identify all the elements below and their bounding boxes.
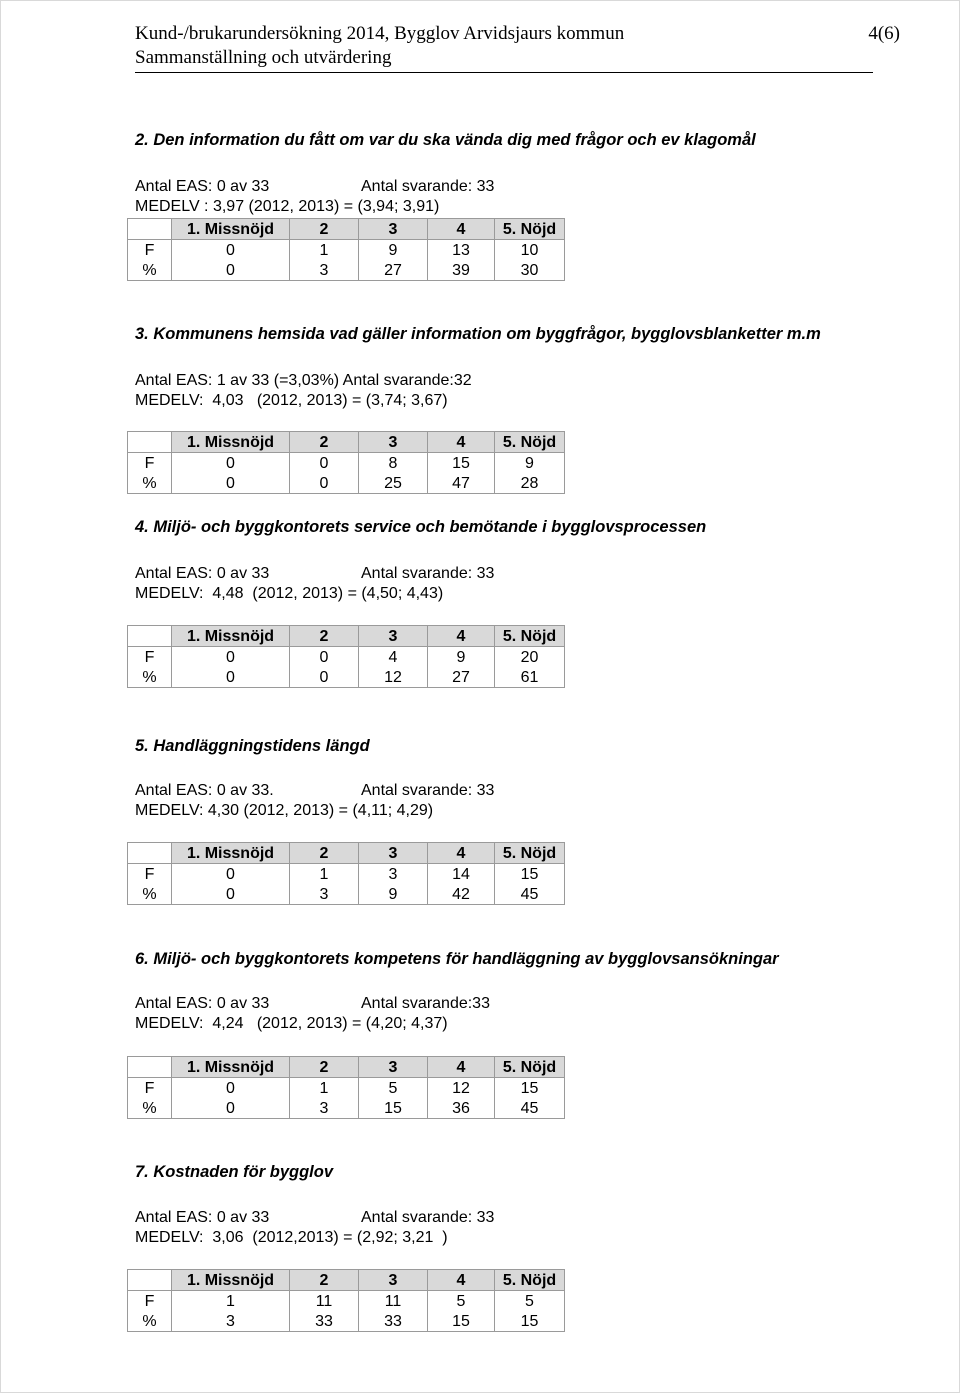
row-label: F [128, 864, 172, 885]
stats-table [127, 431, 565, 494]
table-cell: 15 [359, 1098, 428, 1119]
section-heading: 7. Kostnaden för bygglov [135, 1163, 334, 1181]
column-header: 5. Nöjd [495, 1057, 565, 1078]
table-row [128, 1098, 565, 1119]
header-rule [135, 72, 873, 73]
stats-table [127, 1269, 565, 1332]
table-cell: 11 [359, 1291, 428, 1312]
table-cell: 5 [359, 1078, 428, 1099]
row-label: F [128, 647, 172, 668]
table-cell: 9 [359, 884, 428, 905]
table-cell: 3 [290, 884, 359, 905]
table-cell: 45 [495, 884, 565, 905]
table-cell: 47 [428, 473, 495, 494]
table-cell: 0 [290, 647, 359, 668]
stats-table [127, 1056, 565, 1119]
table-cell: 8 [359, 453, 428, 474]
column-header: 3 [359, 626, 428, 647]
section-6 [135, 949, 779, 969]
header-blank-cell [128, 219, 172, 240]
table-row [128, 240, 565, 261]
section-heading: 4. Miljö- och byggkontorets service och bemötande i bygglovsprocessen [135, 518, 707, 536]
table-cell: 0 [290, 453, 359, 474]
respondent-count: Antal svarande: 33 [361, 178, 495, 195]
table-cell: 1 [290, 1078, 359, 1099]
table-row [128, 473, 565, 494]
stats-table [127, 218, 565, 281]
column-header: 1. Missnöjd [172, 219, 290, 240]
column-header: 4 [428, 626, 495, 647]
header-blank-cell [128, 1057, 172, 1078]
table-cell: 15 [495, 1078, 565, 1099]
column-header: 4 [428, 1057, 495, 1078]
mean-line: MEDELV: 4,48 (2012, 2013) = (4,50; 4,43) [135, 585, 444, 602]
eas-count: Antal EAS: 0 av 33 [135, 565, 270, 582]
eas-line [135, 994, 490, 1014]
column-header: 3 [359, 843, 428, 864]
section-5-info [135, 781, 495, 821]
respondent-count: Antal svarande:33 [361, 995, 490, 1012]
table-cell: 61 [495, 667, 565, 688]
column-header: 5. Nöjd [495, 1270, 565, 1291]
column-header: 1. Missnöjd [172, 843, 290, 864]
row-label: F [128, 1291, 172, 1312]
table-cell: 25 [359, 473, 428, 494]
section-5 [135, 736, 370, 756]
row-label: F [128, 240, 172, 261]
column-header: 2 [290, 843, 359, 864]
table-cell: 33 [359, 1311, 428, 1332]
table-cell: 15 [495, 864, 565, 885]
mean-line: MEDELV: 4,03 (2012, 2013) = (3,74; 3,67) [135, 392, 448, 409]
section-heading: 2. Den information du fått om var du ska vända dig med frågor och ev klagomål [135, 131, 756, 149]
respondent-count: Antal svarande: 33 [361, 1209, 495, 1226]
table-cell: 36 [428, 1098, 495, 1119]
mean-line: MEDELV: 4,24 (2012, 2013) = (4,20; 4,37) [135, 1015, 448, 1032]
table-header-row [128, 219, 565, 240]
eas-count: Antal EAS: 0 av 33 [135, 995, 270, 1012]
header-title: Kund-/brukarundersökning 2014, Bygglov Arvidsjaurs kommun [135, 23, 625, 44]
table-header-row [128, 626, 565, 647]
table-cell: 42 [428, 884, 495, 905]
row-label: % [128, 884, 172, 905]
row-label: % [128, 667, 172, 688]
section-3 [135, 324, 821, 344]
table-cell: 0 [172, 864, 290, 885]
table-cell: 1 [290, 864, 359, 885]
column-header: 4 [428, 1270, 495, 1291]
table-cell: 5 [495, 1291, 565, 1312]
table-cell: 3 [290, 1098, 359, 1119]
table-cell: 1 [172, 1291, 290, 1312]
header-blank-cell [128, 1270, 172, 1291]
table-row [128, 260, 565, 281]
table-row [128, 884, 565, 905]
mean-line: MEDELV: 4,30 (2012, 2013) = (4,11; 4,29) [135, 802, 434, 819]
column-header: 3 [359, 219, 428, 240]
table-cell: 14 [428, 864, 495, 885]
row-label: F [128, 1078, 172, 1099]
page-number: 4(6) [868, 23, 900, 44]
table-cell: 0 [290, 667, 359, 688]
table-cell: 0 [172, 240, 290, 261]
table-cell: 27 [428, 667, 495, 688]
column-header: 4 [428, 843, 495, 864]
header-subtitle: Sammanställning och utvärdering [135, 47, 392, 68]
header-blank-cell [128, 626, 172, 647]
column-header: 1. Missnöjd [172, 1270, 290, 1291]
table-header-row [128, 843, 565, 864]
table-cell: 13 [428, 240, 495, 261]
respondent-count: Antal svarande: 33 [361, 782, 495, 799]
table-row [128, 1311, 565, 1332]
table-cell: 3 [359, 864, 428, 885]
table-row [128, 1291, 565, 1312]
table-cell: 9 [495, 453, 565, 474]
table-row [128, 667, 565, 688]
table-cell: 39 [428, 260, 495, 281]
table-cell: 27 [359, 260, 428, 281]
section-2 [135, 130, 756, 150]
mean-line: MEDELV: 3,06 (2012,2013) = (2,92; 3,21 ) [135, 1229, 448, 1246]
table-cell: 45 [495, 1098, 565, 1119]
section-heading: 6. Miljö- och byggkontorets kompetens för handläggning av bygglovsansökningar [135, 950, 779, 968]
table-cell: 28 [495, 473, 565, 494]
table-row [128, 864, 565, 885]
respondent-count: Antal svarande: 33 [361, 565, 495, 582]
row-label: % [128, 260, 172, 281]
table-cell: 9 [359, 240, 428, 261]
table-cell: 20 [495, 647, 565, 668]
section-3-info [135, 371, 472, 411]
section-heading: 3. Kommunens hemsida vad gäller information om byggfrågor, bygglovsblanketter m.m [135, 325, 821, 343]
eas-line [135, 781, 495, 801]
column-header: 5. Nöjd [495, 219, 565, 240]
table-cell: 0 [172, 647, 290, 668]
column-header: 3 [359, 1270, 428, 1291]
table-cell: 0 [172, 260, 290, 281]
header-blank-cell [128, 432, 172, 453]
table-cell: 15 [428, 453, 495, 474]
table-cell: 0 [172, 1098, 290, 1119]
section-2-info [135, 177, 495, 217]
row-label: % [128, 473, 172, 494]
table-header-row [128, 1057, 565, 1078]
table-row [128, 647, 565, 668]
table-cell: 12 [359, 667, 428, 688]
table-cell: 10 [495, 240, 565, 261]
column-header: 4 [428, 432, 495, 453]
table-cell: 0 [172, 1078, 290, 1099]
table-row [128, 1078, 565, 1099]
column-header: 3 [359, 432, 428, 453]
column-header: 5. Nöjd [495, 843, 565, 864]
section-heading: 5. Handläggningstidens längd [135, 737, 370, 755]
eas-line [135, 177, 495, 197]
eas-count: Antal EAS: 0 av 33. [135, 782, 274, 799]
eas-count: Antal EAS: 0 av 33 [135, 1209, 270, 1226]
table-cell: 4 [359, 647, 428, 668]
table-cell: 30 [495, 260, 565, 281]
row-label: % [128, 1311, 172, 1332]
column-header: 2 [290, 1057, 359, 1078]
column-header: 1. Missnöjd [172, 1057, 290, 1078]
section-4-info [135, 564, 495, 604]
column-header: 5. Nöjd [495, 432, 565, 453]
eas-line [135, 1208, 495, 1228]
table-cell: 0 [172, 453, 290, 474]
table-cell: 11 [290, 1291, 359, 1312]
table-cell: 12 [428, 1078, 495, 1099]
table-header-row [128, 432, 565, 453]
section-6-info [135, 994, 490, 1034]
table-row [128, 453, 565, 474]
column-header: 4 [428, 219, 495, 240]
stats-table [127, 625, 565, 688]
eas-count: Antal EAS: 0 av 33 [135, 178, 270, 195]
column-header: 2 [290, 1270, 359, 1291]
table-cell: 0 [172, 473, 290, 494]
stats-table [127, 842, 565, 905]
table-cell: 33 [290, 1311, 359, 1332]
table-cell: 15 [495, 1311, 565, 1332]
table-cell: 15 [428, 1311, 495, 1332]
table-cell: 3 [172, 1311, 290, 1332]
column-header: 1. Missnöjd [172, 626, 290, 647]
column-header: 2 [290, 432, 359, 453]
mean-line: MEDELV : 3,97 (2012, 2013) = (3,94; 3,91) [135, 198, 440, 215]
eas-line: Antal EAS: 1 av 33 (=3,03%) Antal svarande:32 [135, 372, 472, 389]
section-7-info [135, 1208, 495, 1248]
table-cell: 0 [172, 667, 290, 688]
section-4 [135, 517, 706, 537]
table-cell: 1 [290, 240, 359, 261]
table-cell: 0 [172, 884, 290, 905]
column-header: 5. Nöjd [495, 626, 565, 647]
table-header-row [128, 1270, 565, 1291]
table-cell: 9 [428, 647, 495, 668]
column-header: 3 [359, 1057, 428, 1078]
eas-line [135, 564, 495, 584]
column-header: 2 [290, 626, 359, 647]
header-blank-cell [128, 843, 172, 864]
table-cell: 0 [290, 473, 359, 494]
column-header: 1. Missnöjd [172, 432, 290, 453]
table-cell: 5 [428, 1291, 495, 1312]
row-label: % [128, 1098, 172, 1119]
row-label: F [128, 453, 172, 474]
section-7 [135, 1162, 333, 1182]
column-header: 2 [290, 219, 359, 240]
table-cell: 3 [290, 260, 359, 281]
